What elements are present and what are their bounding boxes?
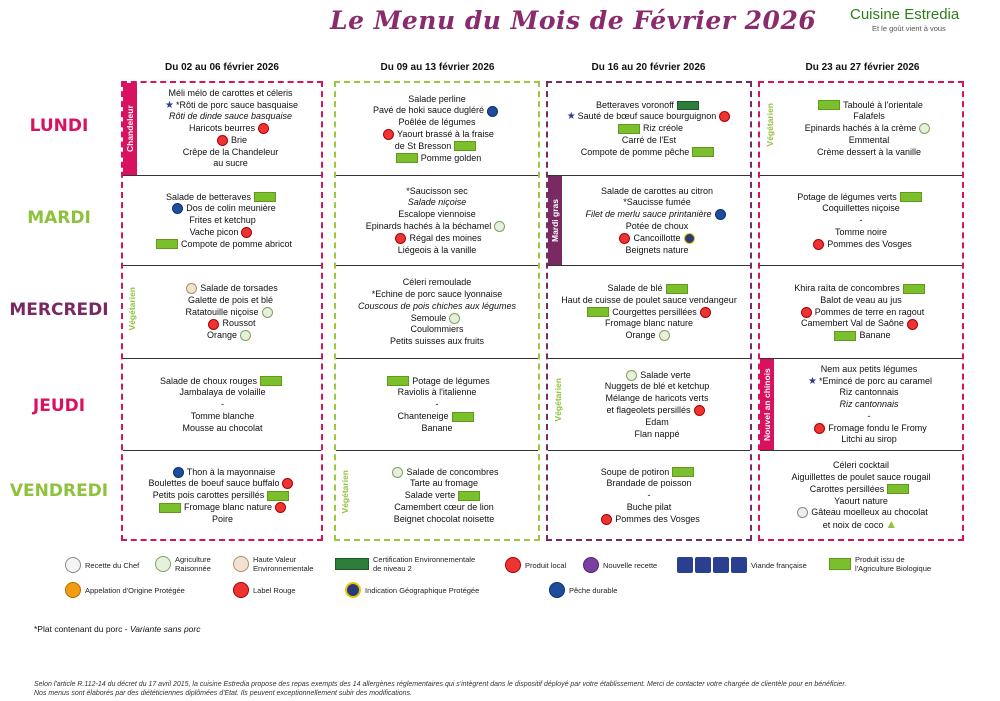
menu-item: Compote de pomme abricot: [180, 238, 293, 249]
menu-item: -: [859, 215, 863, 226]
menu-item: Poêlée de légumes: [398, 117, 476, 128]
theme-band-chandeleur: Chandeleur: [123, 83, 137, 175]
row-divider: [760, 265, 962, 266]
menu-item: Orange: [625, 330, 656, 341]
menu-item: *Echine de porc sauce lyonnaise: [371, 288, 503, 299]
menu-item: Petits suisses aux fruits: [389, 336, 485, 347]
menu-item: Taboulé à l'orientale: [843, 99, 923, 110]
local-product-icon: [719, 111, 730, 122]
menu-item: Mélange de haricots verts: [605, 393, 709, 404]
local-product-icon: [395, 233, 406, 244]
menu-item: Pommes des Vosges: [827, 238, 912, 249]
local-product-icon: [619, 233, 630, 244]
menu-item: Chanteneige: [397, 410, 449, 421]
menu-item: Aiguillettes de poulet sauce rougail: [791, 471, 931, 482]
menu-item: Liégeois à la vanille: [397, 244, 477, 255]
menu-item: Salade niçoise: [407, 197, 467, 208]
menu-item: Frites et ketchup: [189, 215, 256, 226]
menu-item: Salade de torsades: [200, 283, 278, 293]
agriculture-raisonnee-icon: [240, 330, 251, 341]
menu-item: Semoule: [410, 312, 447, 323]
menu-item: Yaourt brassé à la fraise: [397, 129, 494, 139]
menu-item: Boulettes de boeuf sauce buffalo: [148, 478, 280, 489]
menu-item: Crème dessert à la vanille: [816, 146, 922, 157]
menu-cell-w3-jeudi: [564, 360, 750, 450]
agriculture-raisonnee-icon: [659, 330, 670, 341]
menu-item: Régal des moines: [409, 232, 482, 243]
legend-label: Raisonnée: [175, 564, 211, 573]
agriculture-raisonnee-icon: [449, 313, 460, 324]
menu-item: Petits pois carottes persillés: [152, 490, 265, 501]
menu-item: -: [867, 410, 871, 421]
local-product-icon: [217, 135, 228, 146]
legend-label: Nouvelle recette: [603, 560, 658, 570]
vegetarian-tag: Végétarien: [127, 287, 137, 331]
row-divider: [548, 265, 750, 266]
menu-cell-w2-lundi: [336, 83, 538, 175]
porc-note: [34, 624, 201, 634]
row-divider: [548, 358, 750, 359]
menu-cell-w4-lundi: [776, 83, 962, 175]
row-divider: [123, 450, 321, 451]
menu-item: Khira raïta de concombres: [794, 283, 900, 293]
label-rouge-icon: [258, 123, 269, 134]
legend-label: Environnementale: [253, 564, 314, 573]
sustainable-fishing-icon: [172, 203, 183, 214]
menu-item: et noix de coco: [822, 520, 884, 531]
bio-icon: [834, 331, 856, 341]
row-divider: [123, 175, 321, 176]
menu-item: Salade de choux rouges: [159, 375, 258, 386]
row-divider: [760, 358, 962, 359]
bio-icon: [156, 239, 178, 249]
row-divider: [336, 450, 538, 451]
menu-item: et flageolets persillés: [606, 405, 691, 415]
bio-icon: [396, 153, 418, 163]
menu-item: Galette de pois et blé: [187, 294, 274, 305]
agriculture-raisonnee-icon: [155, 556, 171, 572]
chef-icon: ★: [164, 99, 174, 111]
menu-item: Crêpe de la Chandeleur: [182, 146, 279, 157]
chef-icon: [65, 557, 81, 573]
cake-icon: ▲: [885, 517, 898, 532]
igp-icon: [345, 582, 361, 598]
legend-label: Certification Environnementale: [373, 555, 476, 564]
menu-cell-w3-mardi: [564, 177, 750, 265]
local-product-icon: [601, 514, 612, 525]
bio-icon: [887, 484, 909, 494]
menu-item: Ratatouille niçoise: [185, 306, 259, 317]
menu-item: Céleri cocktail: [832, 460, 890, 471]
legend-label: Recette du Chef: [85, 560, 140, 570]
local-product-icon: [282, 478, 293, 489]
local-product-icon: [505, 557, 521, 573]
french-meat-icon: [695, 557, 711, 573]
menu-item: Brandade de poisson: [606, 478, 692, 489]
agriculture-raisonnee-icon: [919, 123, 930, 134]
menu-item: Falafels: [853, 111, 885, 122]
chef-icon: [797, 507, 808, 518]
bio-icon: [666, 284, 688, 294]
menu-item: *Emincé de porc au caramel: [818, 375, 933, 386]
menu-cell-w4-mardi: [760, 177, 962, 265]
vegetarian-tag: Végétarien: [340, 470, 350, 514]
menu-item: Brie: [230, 134, 247, 145]
agriculture-raisonnee-icon: [262, 307, 273, 318]
menu-item: au sucre: [213, 158, 248, 169]
igp-icon: [684, 233, 695, 244]
note-separator: -: [122, 624, 130, 634]
menu-item: Betteraves voronoff: [596, 99, 674, 110]
menu-item: Dos de colin meunière: [186, 203, 276, 214]
menu-item: Courgettes persillées: [612, 306, 697, 317]
menu-item: Céleri remoulade: [402, 277, 472, 288]
local-product-icon: [814, 423, 825, 434]
legend-label: Haute Valeur: [253, 555, 297, 564]
legend-label: Indication Géographique Protégée: [365, 585, 480, 595]
sustainable-fishing-icon: [549, 582, 565, 598]
menu-item: Potée de choux: [625, 221, 689, 231]
menu-item: Salade de betteraves: [165, 191, 252, 202]
legend-label: Viande française: [751, 560, 807, 570]
theme-band-nouvel-an-chinois: Nouvel an chinois: [760, 359, 774, 450]
menu-item: Riz créole: [642, 123, 683, 134]
bio-icon: [587, 307, 609, 317]
menu-item: Yaourt nature: [834, 495, 888, 506]
menu-cell-w4-vendredi: [760, 452, 962, 540]
menu-item: Litchi au sirop: [841, 434, 897, 445]
local-product-icon: [801, 307, 812, 318]
menu-item: Flan nappé: [634, 428, 680, 439]
brand-logo: [850, 6, 990, 33]
bio-icon: [454, 141, 476, 151]
menu-item: Riz cantonnais: [839, 387, 899, 398]
bio-icon: [672, 467, 694, 477]
legend-label: Appelation d'Origine Protégée: [85, 585, 185, 595]
menu-item: Fromage fondu le Fromy: [828, 422, 927, 433]
menu-item: Coquillettes niçoise: [822, 203, 900, 214]
menu-item: Banane: [421, 422, 453, 433]
bio-icon: [267, 491, 289, 501]
variant-note-label: Variante sans porc: [129, 624, 201, 634]
menu-item: Rôti de dinde sauce basquaise: [168, 111, 293, 122]
menu-item: Gâteau moelleux au chocolat: [811, 507, 928, 518]
menu-item: Escalope viennoise: [398, 209, 476, 220]
bio-icon: [260, 376, 282, 386]
menu-item: Salade de blé: [607, 283, 663, 293]
hve-icon: [186, 283, 197, 294]
day-label-vendredi: VENDREDI: [9, 481, 109, 501]
menu-item: Haricots beurres: [188, 123, 256, 134]
legend-label: Pêche durable: [569, 585, 618, 595]
menu-item: Poire: [211, 513, 233, 524]
week-header-3: Du 16 au 20 février 2026: [591, 62, 706, 73]
row-divider: [336, 358, 538, 359]
brand-tagline: Et le goût vient à vous: [872, 24, 946, 33]
vegetarian-tag: Végétarien: [553, 378, 563, 422]
bio-icon: [387, 376, 409, 386]
page-title: Le Menu du Mois de Février 2026: [330, 6, 817, 35]
menu-item: Salade perline: [408, 93, 466, 104]
menu-cell-w2-jeudi: [336, 360, 538, 450]
brand-name-second: Estredia: [904, 6, 960, 23]
row-divider: [336, 265, 538, 266]
menu-item: Tarte au fromage: [409, 478, 479, 489]
menu-item: Pommes des Vosges: [615, 513, 700, 524]
local-product-icon: [275, 502, 286, 513]
menu-item: Mousse au chocolat: [182, 422, 263, 433]
menu-item: Epinards hachés à la béchamel: [365, 221, 492, 231]
bio-icon: [829, 558, 851, 570]
agriculture-raisonnee-icon: [626, 370, 637, 381]
menu-item: Raviolis à l'italienne: [397, 387, 477, 398]
bio-icon: [692, 147, 714, 157]
bio-icon: [900, 192, 922, 202]
menu-item: Potage de légumes: [412, 375, 490, 386]
menu-item: Camembert cœur de lion: [394, 501, 494, 512]
day-label-mardi: MARDI: [27, 208, 91, 228]
vegetarian-tag: Végétarien: [765, 103, 775, 147]
menu-cell-w4-jeudi: [776, 360, 962, 450]
day-label-jeudi: JEUDI: [32, 396, 86, 416]
menu-item: Nuggets de blé et ketchup: [604, 381, 710, 392]
menu-item: de St Bresson: [394, 140, 452, 151]
menu-item: Compote de pomme pêche: [580, 146, 690, 157]
menu-item: Cancoillotte: [633, 232, 681, 243]
menu-item: Fromage blanc nature: [604, 318, 694, 329]
menu-item: Carré de l'Est: [621, 134, 677, 145]
row-divider: [548, 450, 750, 451]
menu-cell-w1-vendredi: [124, 452, 321, 540]
certification-env-icon: [335, 558, 369, 570]
bio-icon: [452, 412, 474, 422]
menu-cell-w1-mardi: [124, 177, 321, 265]
week-header-1: Du 02 au 06 février 2026: [165, 62, 279, 73]
hve-icon: [233, 556, 249, 572]
legend-label: de niveau 2: [373, 564, 412, 573]
menu-cell-w3-vendredi: [548, 452, 750, 540]
menu-item: Camembert Val de Saône: [801, 318, 904, 329]
menu-cell-w1-mercredi: [140, 267, 321, 358]
porc-note-label: *Plat contenant du porc: [34, 624, 123, 634]
french-meat-icon: ★: [807, 375, 817, 387]
menu-cell-w4-mercredi: [760, 267, 962, 358]
legend-label: Label Rouge: [253, 585, 296, 595]
menu-item: Couscous de pois chiches aux légumes: [357, 300, 517, 311]
day-label-lundi: LUNDI: [29, 116, 89, 136]
row-divider: [548, 175, 750, 176]
menu-item: Potage de légumes verts: [797, 191, 897, 202]
menu-item: Beignets nature: [625, 244, 689, 255]
new-recipe-icon: [583, 557, 599, 573]
footer-line: Selon l'article R.112-14 du décret du 17 avril 2015, la cuisine Estredia propose des repas exempts des 14 allergènes réglementaires qui s'intègrent dans le dispositif déployé par votre établissement. Merci de contacter votre chargée de clientèle pour en bénéficier.: [34, 681, 847, 688]
menu-item: Carottes persillées: [809, 483, 885, 494]
menu-cell-w3-lundi: [548, 83, 750, 175]
certification-env-icon: [677, 101, 699, 110]
menu-cell-w3-mercredi: [548, 267, 750, 358]
row-divider: [123, 358, 321, 359]
menu-item: Nem aux petits légumes: [820, 363, 918, 374]
menu-item: Salade de carottes au citron: [600, 185, 714, 196]
local-product-icon: [813, 239, 824, 250]
menu-item: Jambalaya de volaille: [179, 387, 266, 398]
menu-item: Beignet chocolat noisette: [393, 513, 495, 524]
menu-item: Tomme noire: [834, 226, 888, 237]
bio-icon: [458, 491, 480, 501]
menu-item: Roussot: [222, 318, 256, 329]
menu-item: Riz cantonnais: [839, 399, 899, 410]
bio-icon: [159, 503, 181, 513]
local-product-icon: [383, 129, 394, 140]
row-divider: [336, 175, 538, 176]
brand-name-first: Cuisine: [850, 6, 901, 23]
footer-line: Nos menus sont élaborés par des diététiciennes diplômées d'Etat. Ils peuvent exceptionnellement subir des modifications.: [34, 690, 412, 697]
menu-item: *Saucisse fumée: [623, 197, 691, 208]
row-divider: [123, 265, 321, 266]
menu-item: -: [647, 490, 651, 501]
menu-item: Filet de merlu sauce printanière: [585, 209, 712, 220]
menu-item: Haut de cuisse de poulet sauce vendangeur: [561, 294, 737, 305]
menu-item: Balot de veau au jus: [820, 294, 902, 305]
french-meat-icon: [731, 557, 747, 573]
french-meat-icon: [677, 557, 693, 573]
menu-item: Orange: [206, 330, 238, 341]
local-product-icon: [700, 307, 711, 318]
french-meat-icon: [713, 557, 729, 573]
menu-cell-w1-lundi: [140, 83, 321, 175]
label-rouge-icon: [233, 582, 249, 598]
week-header-4: Du 23 au 27 février 2026: [805, 62, 920, 73]
row-divider: [760, 450, 962, 451]
menu-cell-w2-mercredi: [336, 267, 538, 358]
menu-item: Soupe de potiron: [600, 466, 670, 477]
day-label-mercredi: MERCREDI: [9, 300, 109, 320]
menu-item: Buche pilat: [626, 501, 672, 512]
row-divider: [760, 175, 962, 176]
theme-band-mardi-gras: Mardi gras: [548, 176, 562, 265]
menu-item: Fromage blanc nature: [183, 501, 273, 512]
menu-item: Edam: [645, 416, 669, 427]
legend-label: Agriculture: [175, 555, 211, 564]
menu-item: Salade verte: [640, 369, 691, 380]
menu-item: Sauté de bœuf sauce bourguignon: [577, 111, 717, 122]
menu-item: Méli mélo de carottes et céleris: [168, 87, 293, 98]
sustainable-fishing-icon: [487, 106, 498, 117]
menu-item: Banane: [859, 330, 891, 341]
local-product-icon: [907, 319, 918, 330]
menu-item: Vache picon: [189, 226, 239, 237]
menu-item: Tomme blanche: [190, 410, 255, 421]
agriculture-raisonnee-icon: [392, 467, 403, 478]
menu-item: *Rôti de porc sauce basquaise: [175, 99, 299, 110]
menu-item: *Saucisson sec: [406, 185, 468, 196]
bio-icon: [254, 192, 276, 202]
menu-item: Pommes de terre en ragout: [814, 306, 925, 317]
local-product-icon: [241, 227, 252, 238]
aop-icon: [65, 582, 81, 598]
bio-icon: [618, 124, 640, 134]
menu-item: Salade de concombres: [406, 466, 499, 477]
menu-item: Emmental: [848, 134, 890, 145]
bio-icon: [903, 284, 925, 294]
week-header-2: Du 09 au 13 février 2026: [380, 62, 495, 73]
legend-label: Produit issu de: [855, 555, 905, 564]
menu-cell-w2-mardi: [336, 177, 538, 265]
sustainable-fishing-icon: [173, 467, 184, 478]
menu-item: -: [435, 399, 439, 410]
menu-cell-w2-vendredi: [350, 452, 538, 540]
agriculture-raisonnee-icon: [494, 221, 505, 232]
bio-icon: [818, 100, 840, 110]
allergen-footer: [34, 680, 974, 698]
local-product-icon: [208, 319, 219, 330]
menu-item: Pomme golden: [420, 152, 482, 163]
menu-item: Coulommiers: [410, 324, 464, 335]
sustainable-fishing-icon: [715, 209, 726, 220]
local-product-icon: [694, 405, 705, 416]
menu-cell-w1-jeudi: [124, 360, 321, 450]
menu-item: Salade verte: [404, 490, 456, 501]
menu-item: Pavé de hoki sauce dugléré: [372, 105, 485, 116]
menu-item: Epinards hachés à la crème: [804, 123, 917, 134]
menu-item: -: [221, 399, 224, 410]
menu-item: Thon à la mayonnaise: [186, 466, 276, 477]
legend-label: Produit local: [525, 560, 567, 570]
french-meat-icon: ★: [566, 111, 576, 123]
legend-label: l'Agriculture Biologique: [855, 564, 932, 573]
